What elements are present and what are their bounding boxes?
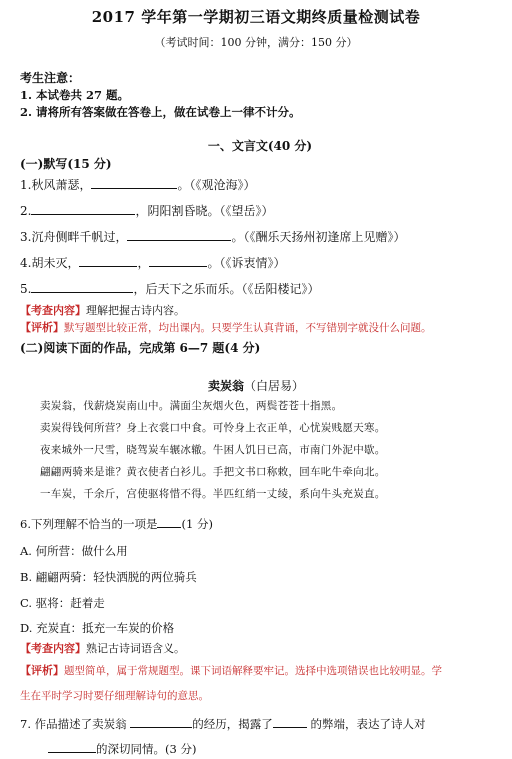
poem-line: 夜来城外一尺雪，晓驾炭车辗冰辙。牛困人饥日已高，市南门外泥中歇。 <box>40 444 386 456</box>
dictation-line-4 <box>20 254 286 271</box>
question-text: 的经历，揭露了 <box>192 717 273 731</box>
poem-name: 卖炭翁 <box>207 379 244 393</box>
analysis-content <box>20 640 185 656</box>
pingxi-text: 题型简单，属于常规题型。课下词语解释要牢记。选择中选项错误也比较明显。学 <box>64 665 442 677</box>
poem-line: 一车炭，千余斤，宫使驱将惜不得。半匹红绡一丈绫，系向牛头充炭直。 <box>40 488 386 500</box>
line-number: 5. <box>20 282 32 296</box>
part1-heading: (一)默写(15 分) <box>20 157 112 171</box>
question-text: 7. 作品描述了卖炭翁 <box>20 717 127 731</box>
question-6-stem <box>20 516 213 532</box>
dictation-line-5 <box>20 280 319 297</box>
line-number: 1. <box>20 178 32 192</box>
pingxi-text: 生在平时学习时要仔细理解诗句的意思。 <box>20 690 209 702</box>
poem-line: 卖炭翁，伐薪烧炭南山中。满面尘灰烟火色，两鬓苍苍十指黑。 <box>40 400 343 412</box>
page-title: 2017 学年第一学期初三语文期终质量检测试卷 <box>91 8 421 26</box>
answer-blank[interactable] <box>31 203 135 215</box>
option-a: A. 何所营：做什么用 <box>20 544 128 558</box>
line-text: 。（《酬乐天扬州初逢席上见赠》） <box>231 230 406 244</box>
answer-blank[interactable] <box>157 516 181 528</box>
answer-blank[interactable] <box>91 177 177 189</box>
line-text: 沉舟侧畔千帆过， <box>31 230 128 244</box>
option-b: B. 翩翩两骑：轻快洒脱的两位骑兵 <box>20 570 197 584</box>
poem-line: 翩翩两骑来是谁？黄衣使者白衫儿。手把文书口称敕，回车叱牛牵向北。 <box>40 466 386 478</box>
kaocha-text: 熟记古诗词语含义。 <box>86 642 185 655</box>
analysis-comment-cont <box>20 688 209 703</box>
analysis-content <box>20 302 185 318</box>
part2-heading: (二)阅读下面的作品，完成第 6—7 题(4 分) <box>20 341 261 355</box>
answer-blank[interactable] <box>127 229 231 241</box>
poem-title <box>0 377 512 394</box>
notice-heading: 考生注意： <box>20 71 81 85</box>
question-score: (1 分) <box>181 517 213 531</box>
dictation-line-1 <box>20 176 255 193</box>
option-d: D. 充炭直：抵充一车炭的价格 <box>20 621 175 635</box>
question-7-cont <box>48 741 196 757</box>
answer-blank[interactable] <box>48 741 96 753</box>
notice-item: 1. 本试卷共 27 题。 <box>20 88 130 102</box>
line-number: 3. <box>20 230 32 244</box>
kaocha-tag: 【考查内容】 <box>20 642 86 655</box>
question-text: 的深切同情。(3 分) <box>96 742 197 756</box>
poem-line: 卖炭得钱何所营？身上衣裳口中食。可怜身上衣正单，心忧炭贱愿天寒。 <box>40 422 386 434</box>
kaocha-text: 理解把握古诗内容。 <box>86 304 185 317</box>
line-text: 。（《观沧海》） <box>177 178 256 192</box>
answer-blank[interactable] <box>273 716 307 728</box>
line-text: 。（《诉衷情》） <box>207 256 286 270</box>
pingxi-text: 默写题型比较正常，均出课内。只要学生认真背诵，不写错别字就没什么问题。 <box>64 322 432 334</box>
line-text: 秋风萧瑟， <box>31 178 92 192</box>
kaocha-tag: 【考查内容】 <box>20 304 86 317</box>
question-text: 的弊端，表达了诗人对 <box>310 717 426 731</box>
exam-info: （考试时间：100 分钟，满分：150 分） <box>154 36 358 49</box>
notice-item: 2. 请将所有答案做在答卷上，做在试卷上一律不计分。 <box>20 105 301 119</box>
section-title: 一、文言文(40 分) <box>207 139 313 153</box>
line-text: 胡未灭， <box>31 256 80 270</box>
answer-blank[interactable] <box>130 716 192 728</box>
question-text: 6.下列理解不恰当的一项是 <box>20 517 158 531</box>
answer-blank[interactable] <box>79 255 137 267</box>
line-text: ，阴阳割昏晓。（《望岳》） <box>135 204 274 218</box>
option-c: C. 驱将：赶着走 <box>20 596 105 610</box>
answer-blank[interactable] <box>31 281 133 293</box>
analysis-comment <box>20 319 432 335</box>
pingxi-tag: 【评析】 <box>20 664 64 677</box>
line-text: ，后天下之乐而乐。（《岳阳楼记》） <box>133 282 320 296</box>
analysis-comment <box>20 662 442 678</box>
dictation-line-2 <box>20 202 273 219</box>
line-text: ， <box>137 256 150 270</box>
dictation-line-3 <box>20 228 405 245</box>
answer-blank[interactable] <box>149 255 207 267</box>
poem-author: （白居易） <box>244 379 305 393</box>
pingxi-tag: 【评析】 <box>20 321 64 334</box>
line-number: 4. <box>20 256 32 270</box>
line-number: 2. <box>20 204 32 218</box>
question-7 <box>20 716 425 732</box>
